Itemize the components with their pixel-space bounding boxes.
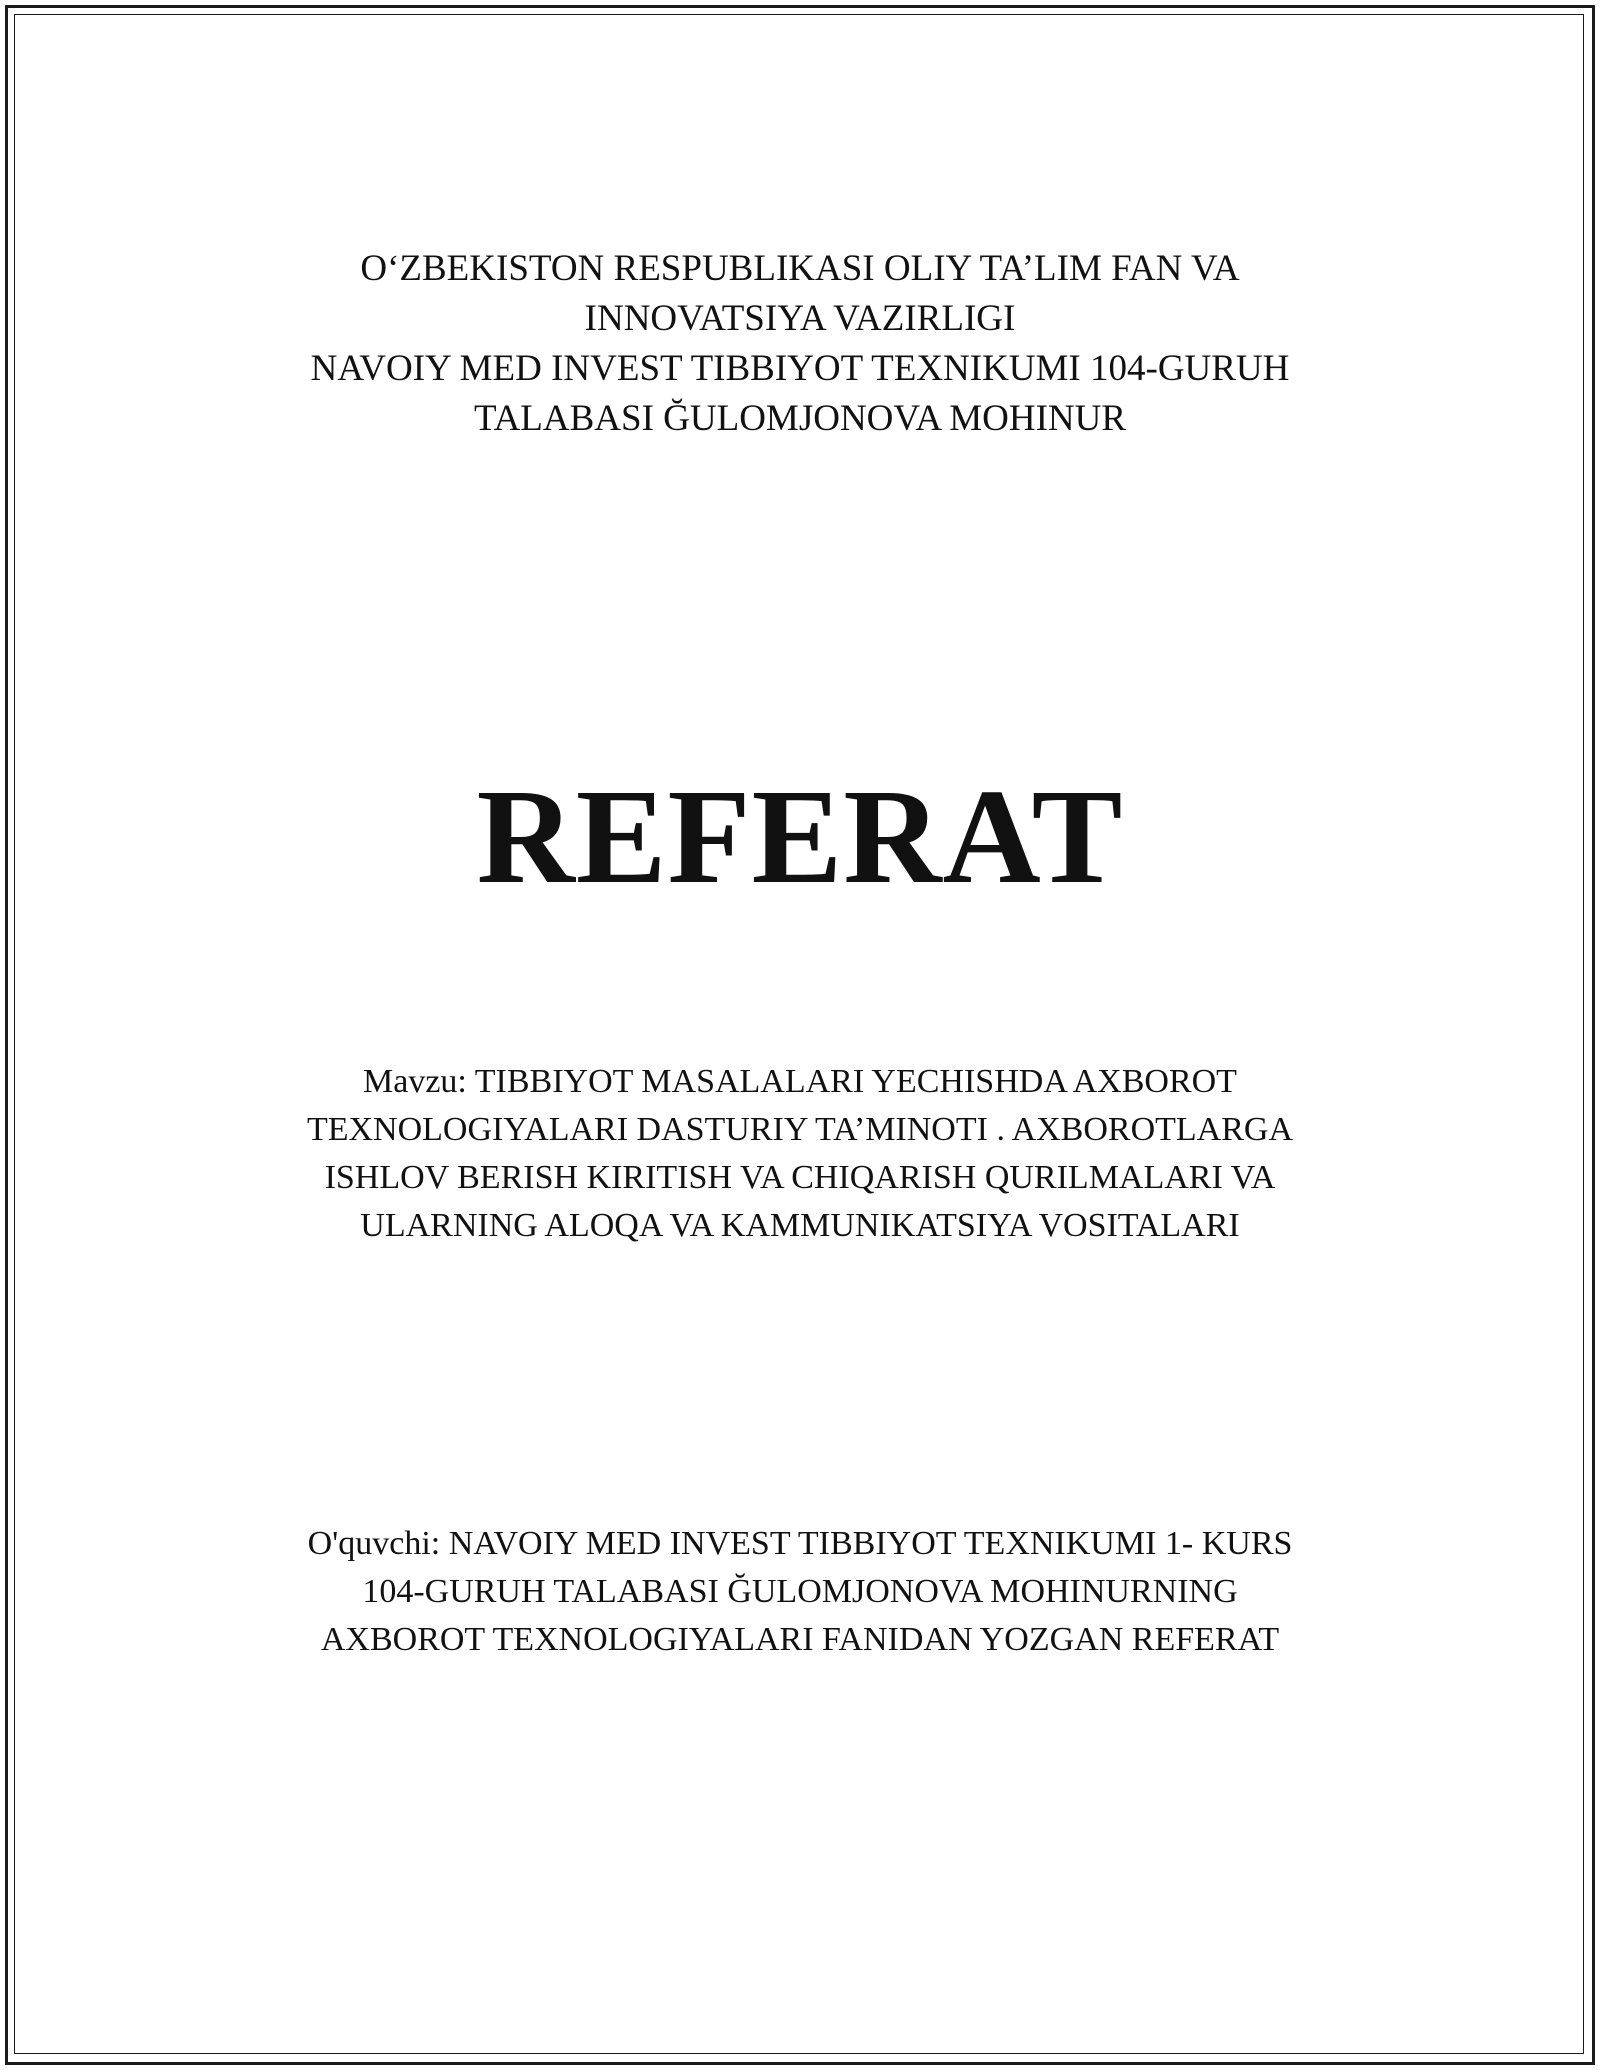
student-line: AXBOROT TEXNOLOGIYALARI FANIDAN YOZGAN REFERAT [320,1621,1280,1658]
student-line: O'quvchi: NAVOIY MED INVEST TIBBIYOT TEXNIKUMI 1- KURS [307,1525,1293,1562]
topic-line: ISHLOV BERISH KIRITISH VA CHIQARISH QURILMALARI VA [324,1159,1276,1196]
header-line: INNOVATSIYA VAZIRLIGI [584,298,1016,339]
topic-line: ULARNING ALOQA VA KAMMUNIKATSIYA VOSITALARI [360,1207,1240,1244]
document-title: REFERAT [476,762,1124,912]
student-line: 104-GURUH TALABASI ĞULOMJONOVA MOHINURNING [362,1573,1238,1610]
header-line: TALABASI ĞULOMJONOVA MOHINUR [473,398,1127,439]
topic-line: Mavzu: TIBBIYOT MASALALARI YECHISHDA AXBOROT [363,1063,1237,1100]
topic-line: TEXNOLOGIYALARI DASTURIY TA’MINOTI . AXBOROTLARGA [306,1111,1294,1148]
student-section [0,1520,1600,1664]
ministry-header [0,244,1600,444]
header-line: NAVOIY MED INVEST TIBBIYOT TEXNIKUMI 104-GURUH [310,348,1290,389]
topic-section [0,1058,1600,1250]
header-line: O‘ZBEKISTON RESPUBLIKASI OLIY TA’LIM FAN VA [360,248,1240,289]
